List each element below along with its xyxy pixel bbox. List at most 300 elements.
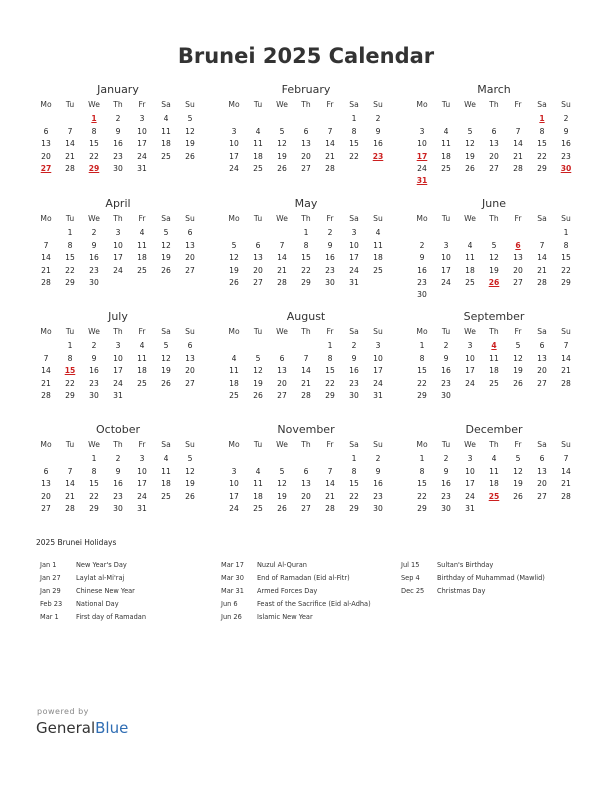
day-cell: 24 [137, 491, 147, 501]
day-cell: 30 [325, 277, 335, 287]
day-cell: 10 [465, 353, 475, 363]
week-row [222, 365, 390, 377]
day-cell: 1 [419, 341, 425, 351]
day-cell: 30 [441, 503, 451, 513]
week-row [222, 113, 390, 125]
weekday-label: Th [489, 100, 499, 109]
month-name: December [465, 423, 523, 436]
week-row [410, 265, 578, 277]
weekday-label: Fr [138, 214, 146, 223]
week-row [34, 478, 202, 490]
weekday-label: Mo [40, 327, 52, 336]
empty-cell [342, 163, 366, 175]
day-cell: 11 [373, 240, 383, 250]
day-cell: 13 [185, 240, 195, 250]
holiday-name: National Day [76, 600, 119, 608]
weekday-label: Mo [40, 440, 52, 449]
weekday-header [222, 213, 390, 225]
day-cell: 26 [513, 491, 523, 501]
day-cell: 27 [513, 277, 523, 287]
day-cell: 31 [113, 390, 123, 400]
weekday-label: Sa [537, 100, 547, 109]
weekday-label: Tu [253, 100, 263, 109]
holiday-item [40, 598, 146, 611]
empty-cell [410, 113, 434, 125]
week-row [410, 277, 578, 289]
day-cell: 30 [113, 163, 123, 173]
week-row [222, 378, 390, 390]
day-cell: 2 [563, 114, 569, 124]
day-cell: 20 [253, 265, 263, 275]
weekday-label: Mo [40, 214, 52, 223]
day-cell: 6 [187, 228, 193, 238]
empty-cell [482, 503, 506, 515]
day-cell: 26 [277, 163, 287, 173]
day-cell: 24 [113, 265, 123, 275]
day-cell: 13 [537, 353, 547, 363]
day-cell: 12 [277, 479, 287, 489]
day-cell: 9 [443, 353, 449, 363]
weekday-label: Th [301, 214, 311, 223]
day-cell: 5 [279, 126, 285, 136]
holiday-item [221, 572, 371, 585]
weekday-label: Sa [161, 100, 171, 109]
day-cell: 19 [465, 151, 475, 161]
holiday-date: Mar 30 [221, 574, 244, 582]
week-row [222, 466, 390, 478]
weekday-label: Th [489, 327, 499, 336]
day-cell: 18 [161, 479, 171, 489]
holiday-name: Sultan's Birthday [437, 561, 494, 569]
day-cell: 28 [325, 163, 335, 173]
week-row [34, 126, 202, 138]
day-cell: 19 [513, 366, 523, 376]
day-cell: 21 [41, 378, 51, 388]
week-row [34, 227, 202, 239]
day-cell: 19 [161, 366, 171, 376]
weekday-label: We [276, 440, 288, 449]
empty-cell [482, 227, 506, 239]
day-cell: 16 [325, 253, 335, 263]
day-cell: 4 [491, 454, 497, 464]
day-cell: 9 [443, 466, 449, 476]
week-row [410, 453, 578, 465]
day-cell: 20 [537, 366, 547, 376]
weekday-label: Sa [537, 327, 547, 336]
day-cell: 15 [417, 479, 427, 489]
day-cell: 8 [303, 240, 309, 250]
holiday-date: Dec 25 [401, 587, 425, 595]
holiday-item [401, 572, 545, 585]
day-cell: 25 [161, 151, 171, 161]
weekday-label: Su [561, 100, 571, 109]
day-cell: 10 [137, 466, 147, 476]
holiday-item [401, 559, 545, 572]
empty-cell [34, 340, 58, 352]
day-cell: 30 [417, 290, 427, 300]
empty-cell [458, 175, 482, 187]
day-cell: 13 [277, 366, 287, 376]
month-july [34, 310, 202, 402]
month-name: October [95, 423, 141, 436]
day-cell: 2 [375, 114, 381, 124]
empty-cell [154, 277, 178, 289]
holiday-date: Jan 29 [40, 587, 61, 595]
day-cell: 26 [277, 503, 287, 513]
empty-cell [222, 113, 246, 125]
day-cell: 30 [441, 390, 451, 400]
day-cell: 20 [41, 491, 51, 501]
week-row [222, 478, 390, 490]
day-cell: 8 [327, 353, 333, 363]
day-cell: 29 [89, 503, 99, 513]
empty-cell [246, 113, 270, 125]
day-cell: 29 [88, 163, 100, 173]
weekday-label: Sa [349, 327, 359, 336]
day-cell: 21 [325, 151, 335, 161]
weekday-label: Tu [65, 100, 75, 109]
holiday-name: First day of Ramadan [76, 613, 146, 621]
day-cell: 28 [65, 503, 75, 513]
week-row [34, 340, 202, 352]
weekday-label: We [88, 100, 100, 109]
weekday-label: Sa [537, 440, 547, 449]
empty-cell [506, 113, 530, 125]
weekday-label: Th [113, 214, 123, 223]
day-cell: 11 [253, 479, 263, 489]
day-cell: 8 [67, 353, 73, 363]
day-cell: 26 [488, 277, 500, 287]
weekday-header [34, 326, 202, 338]
weekday-label: Tu [441, 440, 451, 449]
empty-cell [434, 289, 458, 301]
day-cell: 8 [539, 126, 545, 136]
holiday-name: Laylat al-Mi'raj [76, 574, 125, 582]
day-cell: 9 [351, 353, 357, 363]
holiday-name: Islamic New Year [257, 613, 313, 621]
day-cell: 7 [539, 240, 545, 250]
weekday-label: Sa [161, 327, 171, 336]
day-cell: 20 [185, 253, 195, 263]
day-cell: 10 [373, 353, 383, 363]
holiday-item [221, 598, 371, 611]
day-cell: 13 [253, 253, 263, 263]
day-cell: 27 [537, 491, 547, 501]
day-cell: 12 [161, 353, 171, 363]
day-cell: 22 [417, 491, 427, 501]
empty-cell [178, 390, 202, 402]
day-cell: 17 [465, 479, 475, 489]
holiday-date: Mar 31 [221, 587, 244, 595]
day-cell: 7 [327, 466, 333, 476]
day-cell: 24 [113, 378, 123, 388]
day-cell: 1 [91, 454, 97, 464]
day-cell: 13 [301, 139, 311, 149]
day-cell: 6 [43, 466, 49, 476]
day-cell: 1 [91, 114, 97, 124]
week-row [222, 503, 390, 515]
day-cell: 22 [349, 151, 359, 161]
day-cell: 5 [231, 240, 237, 250]
empty-cell [366, 277, 390, 289]
day-cell: 5 [187, 454, 193, 464]
holiday-date: Feb 23 [40, 600, 63, 608]
empty-cell [318, 453, 342, 465]
day-cell: 3 [443, 240, 449, 250]
week-row [34, 491, 202, 503]
weekday-label: Fr [326, 440, 334, 449]
empty-cell [270, 227, 294, 239]
week-row [34, 453, 202, 465]
empty-cell [410, 227, 434, 239]
holiday-name: Feast of the Sacrifice (Eid al-Adha) [257, 600, 371, 608]
day-cell: 21 [561, 479, 571, 489]
day-cell: 25 [373, 265, 383, 275]
day-cell: 6 [303, 126, 309, 136]
day-cell: 18 [253, 151, 263, 161]
weekday-label: Su [373, 214, 383, 223]
empty-cell [482, 175, 506, 187]
day-cell: 15 [349, 479, 359, 489]
day-cell: 12 [489, 253, 499, 263]
day-cell: 7 [563, 341, 569, 351]
weekday-label: Tu [253, 327, 263, 336]
day-cell: 2 [419, 240, 425, 250]
day-cell: 29 [301, 277, 311, 287]
day-cell: 16 [89, 366, 99, 376]
day-cell: 29 [65, 390, 75, 400]
holiday-date: Jun 26 [221, 613, 242, 621]
day-cell: 11 [441, 139, 451, 149]
holiday-item [221, 585, 371, 598]
day-cell: 30 [89, 277, 99, 287]
day-cell: 4 [255, 466, 261, 476]
week-row [34, 466, 202, 478]
day-cell: 8 [91, 466, 97, 476]
day-cell: 11 [253, 139, 263, 149]
weekday-label: We [464, 327, 476, 336]
weekday-label: Th [113, 327, 123, 336]
weekday-label: Tu [65, 214, 75, 223]
day-cell: 3 [115, 341, 121, 351]
weekday-header [222, 439, 390, 451]
day-cell: 1 [67, 228, 73, 238]
day-cell: 29 [325, 390, 335, 400]
empty-cell [366, 163, 390, 175]
day-cell: 25 [489, 378, 499, 388]
day-cell: 27 [489, 163, 499, 173]
month-august [222, 310, 390, 402]
day-cell: 3 [419, 126, 425, 136]
day-cell: 24 [465, 378, 475, 388]
week-row [34, 503, 202, 515]
holiday-item [40, 559, 146, 572]
day-cell: 23 [89, 378, 99, 388]
day-cell: 25 [441, 163, 451, 173]
day-cell: 15 [537, 139, 547, 149]
day-cell: 20 [537, 479, 547, 489]
day-cell: 22 [561, 265, 571, 275]
weekday-label: Th [113, 440, 123, 449]
day-cell: 14 [513, 139, 523, 149]
week-row [410, 113, 578, 125]
day-cell: 23 [113, 491, 123, 501]
day-cell: 26 [161, 378, 171, 388]
day-cell: 27 [253, 277, 263, 287]
day-cell: 11 [229, 366, 239, 376]
week-row [410, 289, 578, 301]
day-cell: 18 [229, 378, 239, 388]
day-cell: 26 [161, 265, 171, 275]
day-cell: 18 [465, 265, 475, 275]
day-cell: 23 [441, 491, 451, 501]
day-cell: 20 [301, 151, 311, 161]
empty-cell [34, 113, 58, 125]
week-row [34, 151, 202, 163]
day-cell: 21 [277, 265, 287, 275]
holiday-item [40, 611, 146, 624]
day-cell: 23 [325, 265, 335, 275]
day-cell: 6 [43, 126, 49, 136]
day-cell: 8 [67, 240, 73, 250]
day-cell: 31 [137, 163, 147, 173]
day-cell: 9 [91, 240, 97, 250]
holiday-name: End of Ramadan (Eid al-Fitr) [257, 574, 350, 582]
day-cell: 12 [253, 366, 263, 376]
day-cell: 10 [441, 253, 451, 263]
holiday-name: Chinese New Year [76, 587, 135, 595]
weekday-label: Su [561, 327, 571, 336]
day-cell: 16 [561, 139, 571, 149]
day-cell: 7 [303, 353, 309, 363]
day-cell: 9 [375, 466, 381, 476]
day-cell: 27 [277, 390, 287, 400]
day-cell: 2 [443, 341, 449, 351]
day-cell: 11 [161, 126, 171, 136]
week-row [34, 240, 202, 252]
weekday-header [222, 326, 390, 338]
weekday-header [34, 213, 202, 225]
week-row [34, 353, 202, 365]
day-cell: 6 [515, 240, 521, 250]
day-cell: 28 [65, 163, 75, 173]
day-cell: 11 [161, 466, 171, 476]
day-cell: 4 [163, 454, 169, 464]
day-cell: 8 [563, 240, 569, 250]
week-row [222, 453, 390, 465]
day-cell: 28 [537, 277, 547, 287]
day-cell: 10 [349, 240, 359, 250]
month-january [34, 83, 202, 175]
empty-cell [530, 289, 554, 301]
empty-cell [294, 453, 318, 465]
day-cell: 17 [465, 366, 475, 376]
day-cell: 11 [137, 353, 147, 363]
day-cell: 21 [41, 265, 51, 275]
logo-general: General [36, 719, 96, 737]
month-name: July [108, 310, 128, 323]
week-row [222, 265, 390, 277]
month-december [410, 423, 578, 515]
weekday-label: Fr [514, 327, 522, 336]
day-cell: 2 [91, 228, 97, 238]
week-row [410, 503, 578, 515]
weekday-label: Su [561, 440, 571, 449]
day-cell: 17 [113, 253, 123, 263]
weekday-label: Mo [40, 100, 52, 109]
day-cell: 5 [515, 341, 521, 351]
weekday-header [410, 213, 578, 225]
empty-cell [458, 227, 482, 239]
week-row [410, 378, 578, 390]
week-row [410, 340, 578, 352]
weekday-label: Th [301, 327, 311, 336]
day-cell: 31 [465, 503, 475, 513]
day-cell: 19 [253, 378, 263, 388]
holiday-date: Jul 15 [401, 561, 420, 569]
week-row [222, 353, 390, 365]
day-cell: 4 [443, 126, 449, 136]
week-row [410, 466, 578, 478]
day-cell: 23 [561, 151, 571, 161]
weekday-label: We [464, 214, 476, 223]
holiday-date: Jun 6 [221, 600, 238, 608]
day-cell: 22 [417, 378, 427, 388]
month-november [222, 423, 390, 515]
day-cell: 20 [41, 151, 51, 161]
day-cell: 18 [253, 491, 263, 501]
week-row [410, 252, 578, 264]
day-cell: 28 [41, 390, 51, 400]
day-cell: 29 [537, 163, 547, 173]
day-cell: 14 [41, 366, 51, 376]
weekday-label: We [276, 214, 288, 223]
day-cell: 17 [441, 265, 451, 275]
day-cell: 2 [375, 454, 381, 464]
day-cell: 17 [349, 253, 359, 263]
holiday-date: Mar 17 [221, 561, 244, 569]
logo-blue: Blue [95, 719, 129, 737]
empty-cell [458, 390, 482, 402]
day-cell: 4 [231, 353, 237, 363]
month-name: May [294, 197, 318, 210]
day-cell: 24 [465, 491, 475, 501]
day-cell: 10 [417, 139, 427, 149]
empty-cell [530, 390, 554, 402]
weekday-label: Th [113, 100, 123, 109]
weekday-label: Su [561, 214, 571, 223]
day-cell: 6 [187, 341, 193, 351]
day-cell: 20 [301, 491, 311, 501]
day-cell: 9 [115, 126, 121, 136]
week-row [34, 138, 202, 150]
holiday-date: Sep 4 [401, 574, 420, 582]
weekday-label: Th [301, 440, 311, 449]
day-cell: 8 [419, 466, 425, 476]
day-cell: 7 [67, 126, 73, 136]
day-cell: 19 [489, 265, 499, 275]
day-cell: 17 [373, 366, 383, 376]
week-row [222, 138, 390, 150]
day-cell: 2 [115, 454, 121, 464]
day-cell: 31 [349, 277, 359, 287]
day-cell: 16 [113, 139, 123, 149]
empty-cell [34, 227, 58, 239]
day-cell: 12 [185, 466, 195, 476]
day-cell: 27 [301, 163, 311, 173]
day-cell: 3 [467, 341, 473, 351]
weekday-label: Sa [537, 214, 547, 223]
